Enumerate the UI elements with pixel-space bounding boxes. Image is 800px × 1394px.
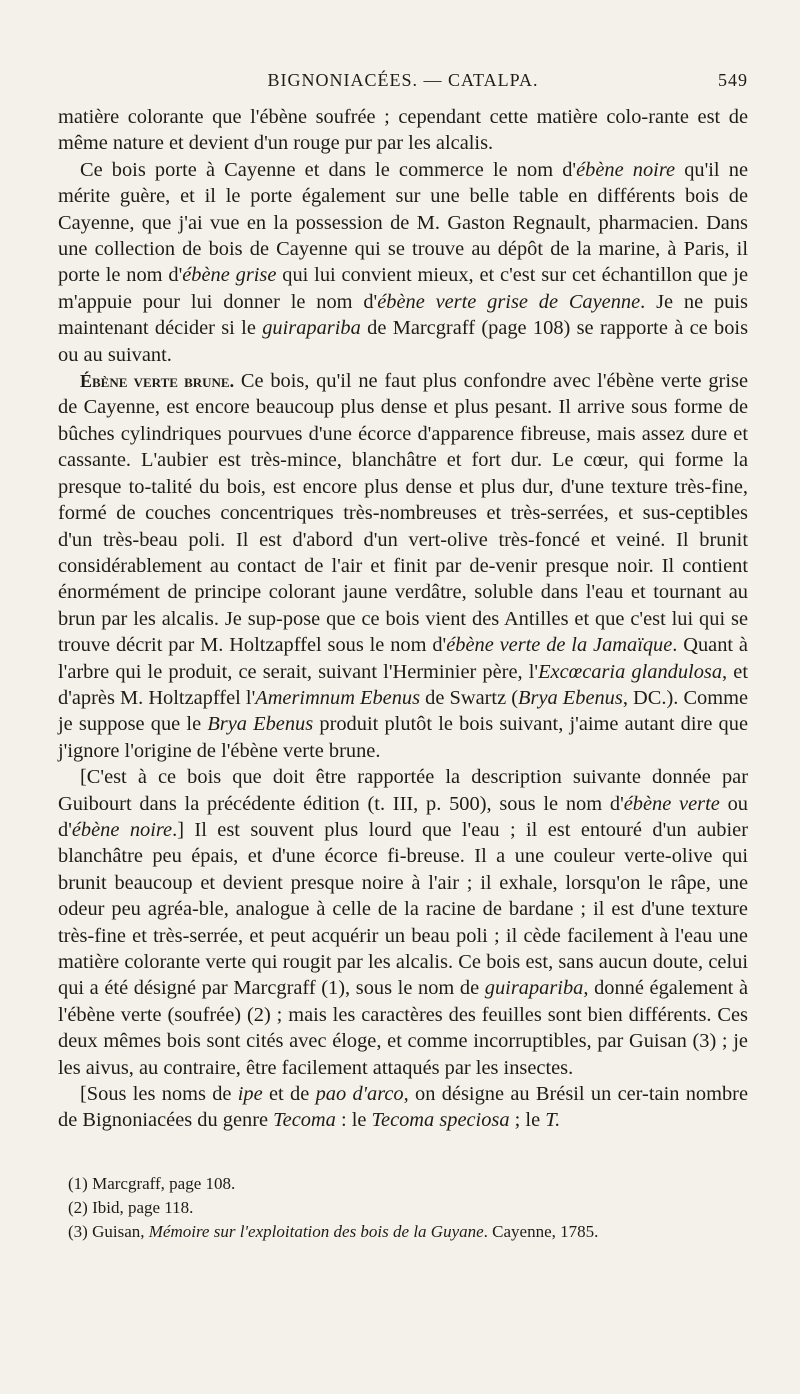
paragraph (58, 157, 748, 368)
italic-term: ébène grise (182, 264, 277, 287)
section-heading: Ébène verte brune. (80, 371, 235, 392)
footnote (58, 1196, 748, 1220)
text-run: qu'il ne mérite guère, et il le porte également sur une belle table en différents bois de Cayenne, que j'ai vue en la possession de M. Gaston Regnault, pharmacien. Dans une collection de bois de Cayenne qui se trouve au dépôt de la marine, à Paris, il porte le nom d' (58, 158, 748, 287)
text-run: .] Il est souvent plus lourd que l'eau ; il est entouré d'un aubier blanchâtre peu épais, et d'une écorce fi-breuse. Il a une couleur verte-olive qui brunit beaucoup et devient presque noire à l'air ; il exhale, lorsqu'on le râpe, une odeur peu agréa-ble, analogue à celle de la racine de bardane ; il est d'une texture très-fine et très-serrée, et peut acquérir un beau poli ; il cède facilement à l'eau une matière colorante verte qui rougit par les alcalis. Ce bois est, sans aucun doute, celui qui a été désigné par Marcgraff (1), sous le nom de (58, 818, 748, 1000)
italic-term: ébène noire (71, 818, 173, 841)
text-run: et de (262, 1083, 316, 1106)
italic-term: Brya Ebenus (518, 686, 623, 709)
footnote (58, 1172, 748, 1196)
italic-term: Brya Ebenus (207, 713, 314, 736)
italic-term: ébène verte de la Jamaïque (446, 634, 673, 657)
text-run: : le (335, 1109, 372, 1132)
italic-term: Mémoire sur l'exploitation des bois de la Guyane (148, 1221, 484, 1241)
paragraph (58, 1081, 748, 1134)
italic-term: Excœcaria glandulosa (538, 660, 723, 683)
italic-term: Tecoma (273, 1109, 336, 1132)
italic-term: pao d'arco (315, 1083, 404, 1106)
footnotes (58, 1172, 748, 1244)
text-run: matière colorante que l'ébène soufrée ; cependant cette matière colo-rante est de même nature et devient d'un rouge pur par les alcalis. (58, 106, 748, 155)
paragraph (58, 104, 748, 157)
page-number: 549 (718, 70, 748, 90)
paragraph (58, 368, 748, 764)
text-run: Ce bois porte à Cayenne et dans le commerce le nom d' (80, 158, 577, 181)
italic-term: ipe (237, 1083, 263, 1106)
text-run: produit plutôt le bois suivant, j'aime autant dire que j'ignore l'origine de l'ébène verte brune. (58, 713, 748, 762)
text-run: ou d' (58, 792, 748, 841)
text-run: , donné également à l'ébène verte (soufrée) (2) ; mais les caractères des feuilles sont bien différents. Ces deux mêmes bois sont cités avec éloge, et comme incorruptibles, par Guisan (3) ; je les aivus, au contraire, être facilement attaqués par les insectes. (58, 977, 748, 1079)
text-run: de Marcgraff (page 108) se rapporte à ce bois ou au suivant. (58, 317, 749, 366)
text-run: qui lui convient mieux, et c'est sur cet échantillon que je m'appuie pour lui donner le nom d' (58, 264, 749, 313)
text-run: , on désigne au Brésil un cer-tain nombre de Bignoniacées du genre (58, 1083, 749, 1132)
italic-term: ébène noire (576, 158, 676, 181)
text-run: (3) Guisan, (68, 1221, 149, 1241)
text-run: de Swartz ( (420, 686, 519, 709)
footnote (58, 1220, 748, 1244)
text-run: . Quant à l'arbre qui le produit, ce serait, suivant l'Herminier père, l' (58, 634, 748, 683)
text-run: [Sous les noms de (80, 1083, 238, 1106)
running-head: BIGNONIACÉES. — CATALPA. (267, 70, 539, 90)
text-run: , DC.). Comme je suppose que le (58, 686, 749, 736)
italic-term: guirapariba (262, 317, 361, 340)
italic-term: T. (545, 1109, 561, 1132)
text-run: . Je ne puis maintenant décider si le (58, 290, 748, 340)
text-run: (1) Marcgraff, page 108. (68, 1173, 236, 1193)
text-run: (2) Ibid, page 118. (68, 1197, 194, 1217)
page-header (58, 70, 748, 104)
italic-term: guirapariba (484, 977, 584, 1000)
italic-term: Amerimnum Ebenus (255, 686, 421, 709)
italic-term: ébène verte grise de Cayenne (377, 290, 641, 313)
text-run: . Cayenne, 1785. (483, 1221, 599, 1241)
italic-term: ébène verte (623, 792, 720, 815)
text-run: Ce bois, qu'il ne faut plus confondre avec l'ébène verte grise de Cayenne, est encore beaucoup plus dense et plus pesant. Il arrive sous forme de bûches cylindriques pourvues d'une écorce d'apparence fibreuse, mais assez dure et cassante. L'aubier est très-mince, blanchâtre et fort dur. Le cœur, qui forme la presque to-talité du bois, est encore plus dense et plus dur, d'une texture très-fine, formé de couches concentriques très-nombreuses et très-serrées, et sus-ceptibles d'un très-beau poli. Il est d'abord d'un vert-olive très-foncé et veiné. Il brunit considérablement au contact de l'air et finit par de-venir presque noir. Il contient énormément de principe colorant jaune verdâtre, soluble dans l'eau et tournant au brun par les alcalis. Je sup-pose que ce bois vient des Antilles et que c'est lui qui se trouve décrit par M. Holtzapffel sous le nom d' (58, 370, 748, 657)
italic-term: Tecoma speciosa (371, 1109, 510, 1132)
body-text (58, 104, 748, 1134)
text-run: [C'est à ce bois que doit être rapportée la description suivante donnée par Guibourt dans la précédente édition (t. III, p. 500), sous le nom d' (58, 766, 748, 815)
paragraph (58, 764, 748, 1081)
text-run: ; le (509, 1109, 546, 1132)
text-run: , et d'après M. Holtzapffel l' (58, 660, 748, 709)
